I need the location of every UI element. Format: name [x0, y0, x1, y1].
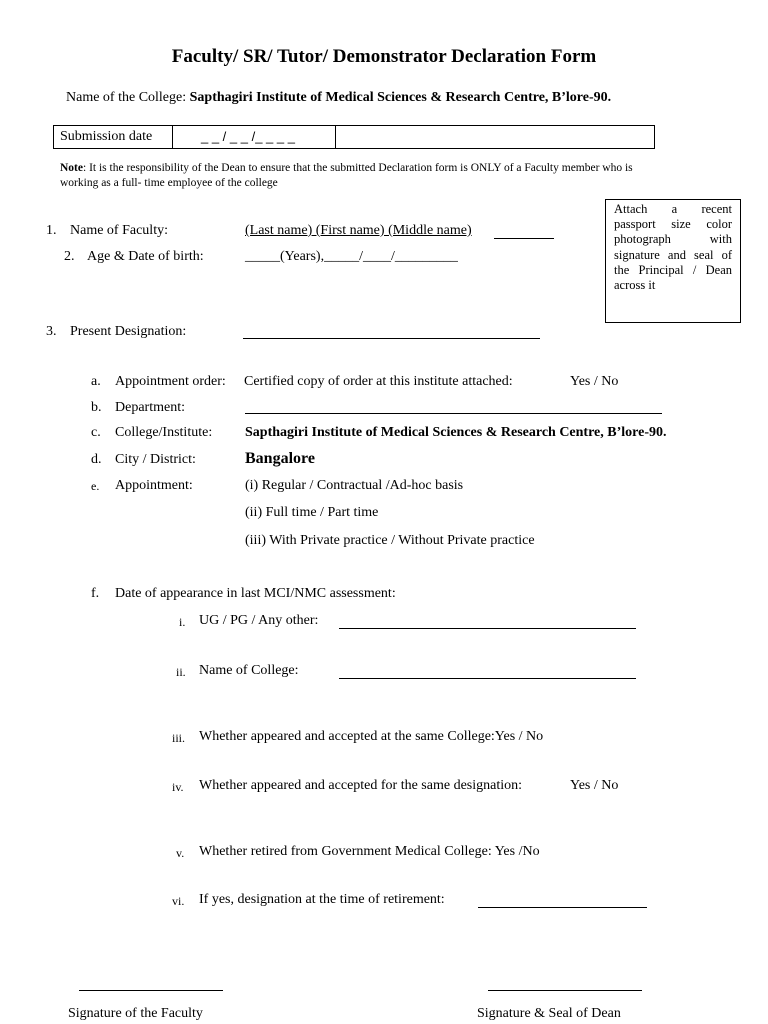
item-d-marker: d. — [91, 452, 102, 467]
institute-value: Sapthagiri Institute of Medical Sciences & Research Centre, B’lore-90. — [245, 425, 667, 440]
item-a-marker: a. — [91, 374, 101, 389]
appointment-order-choice[interactable]: Yes / No — [570, 374, 619, 389]
college-name-field[interactable] — [339, 678, 636, 679]
college-label: Name of the College: — [66, 90, 187, 105]
appointment-option-3[interactable]: (iii) With Private practice / Without Private practice — [245, 533, 535, 548]
q1-number: 1. — [46, 223, 57, 238]
designation-field[interactable] — [243, 338, 540, 339]
appointment-option-2[interactable]: (ii) Full time / Part time — [245, 505, 379, 520]
roman-i-label: UG / PG / Any other: — [199, 613, 319, 628]
q1-label: Name of Faculty: — [70, 223, 168, 238]
note-body: : It is the responsibility of the Dean to ensure that the submitted Declaration form is ONLY of a Faculty member who is working as a full- time employee of the college — [60, 162, 633, 189]
retired-question[interactable]: Whether retired from Government Medical College: Yes /No — [199, 844, 540, 859]
item-a-value: Certified copy of order at this institute attached: — [244, 374, 513, 389]
dean-signature-line[interactable] — [488, 990, 642, 991]
roman-ii-marker: ii. — [176, 665, 186, 679]
item-c-marker: c. — [91, 425, 101, 440]
roman-ii-label: Name of College: — [199, 663, 299, 678]
item-e-label: Appointment: — [115, 478, 193, 493]
q2-number: 2. — [64, 249, 75, 264]
roman-i-marker: i. — [179, 615, 186, 629]
dean-signature-label: Signature & Seal of Dean — [477, 1006, 621, 1021]
page-title: Faculty/ SR/ Tutor/ Demonstrator Declaration Form — [171, 46, 597, 67]
faculty-signature-line[interactable] — [79, 990, 223, 991]
faculty-name-underline — [494, 238, 554, 239]
item-b-marker: b. — [91, 400, 102, 415]
appointment-option-1[interactable]: (i) Regular / Contractual /Ad-hoc basis — [245, 478, 464, 493]
note-text — [60, 161, 660, 191]
department-field[interactable] — [245, 413, 662, 414]
same-college-question[interactable]: Whether appeared and accepted at the same College:Yes / No — [199, 729, 544, 744]
item-a-label: Appointment order: — [115, 374, 226, 389]
age-dob-field[interactable]: _____(Years),_____/____/_________ — [245, 249, 458, 264]
item-d-label: City / District: — [115, 452, 196, 467]
faculty-signature-label: Signature of the Faculty — [68, 1006, 203, 1021]
item-b-label: Department: — [115, 400, 185, 415]
submission-extra-field[interactable] — [336, 126, 654, 148]
photo-attachment-box[interactable]: Attach a recent passport size color photograph with signature and seal of the Principal / Dean across it — [605, 199, 741, 323]
roman-vi-label: If yes, designation at the time of retirement: — [199, 892, 445, 907]
college-value: Sapthagiri Institute of Medical Sciences & Research Centre, B’lore-90. — [189, 90, 612, 105]
roman-vi-marker: vi. — [172, 894, 185, 908]
submission-date-label: Submission date — [54, 126, 173, 148]
note-label: Note — [60, 162, 83, 174]
city-value: Bangalore — [245, 450, 315, 467]
roman-v-marker: v. — [176, 846, 185, 860]
q3-label: Present Designation: — [70, 324, 187, 339]
roman-iv-marker: iv. — [172, 780, 184, 794]
item-c-label: College/Institute: — [115, 425, 213, 440]
roman-iii-marker: iii. — [172, 731, 186, 745]
item-e-marker: e. — [91, 479, 100, 493]
q2-label: Age & Date of birth: — [87, 249, 204, 264]
q3-number: 3. — [46, 324, 57, 339]
faculty-name-field[interactable]: (Last name) (First name) (Middle name) — [245, 223, 472, 238]
item-f-label: Date of appearance in last MCI/NMC assessment: — [115, 586, 396, 601]
submission-date-table — [53, 125, 655, 149]
same-designation-choice[interactable]: Yes / No — [570, 778, 619, 793]
submission-date-field[interactable]: _ _ / _ _ /_ _ _ _ — [173, 126, 336, 148]
item-f-marker: f. — [91, 586, 100, 601]
ug-pg-field[interactable] — [339, 628, 636, 629]
retirement-designation-field[interactable] — [478, 907, 647, 908]
roman-iv-label: Whether appeared and accepted for the same designation: — [199, 778, 523, 793]
college-name-line — [66, 90, 611, 106]
